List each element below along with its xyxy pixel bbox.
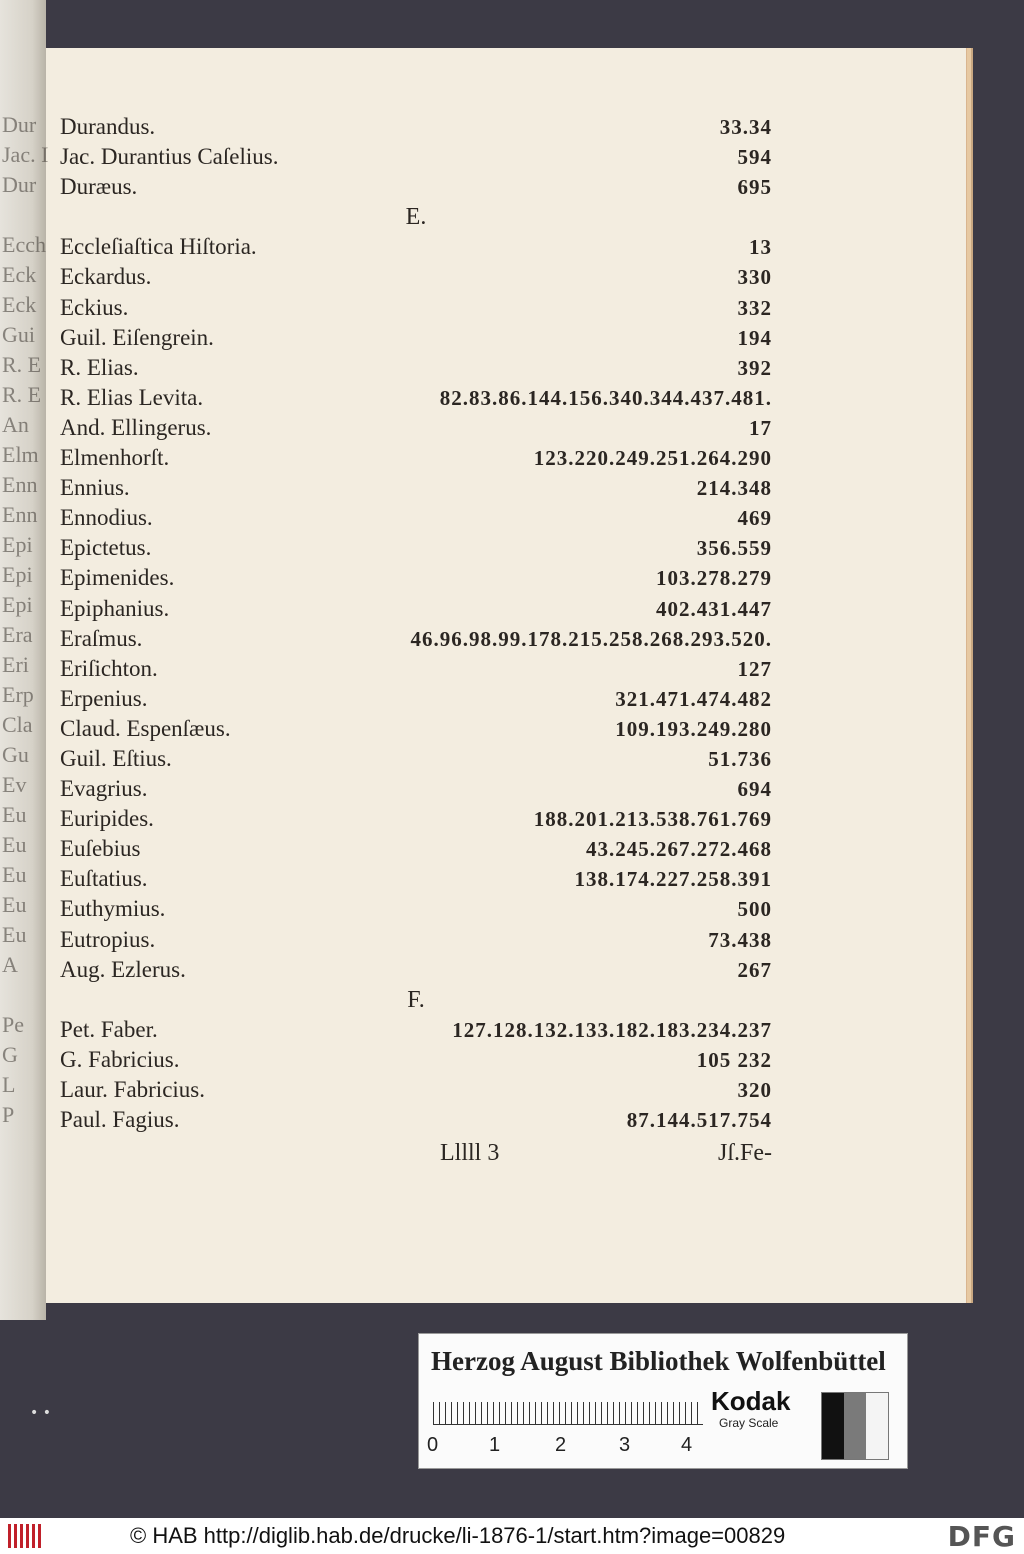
ghost-text: Eck <box>2 292 37 317</box>
ghost-text: R. E <box>2 382 42 407</box>
ruler-number: 2 <box>555 1434 567 1456</box>
section-letter: F. <box>407 986 425 1013</box>
gray-patch <box>844 1393 866 1459</box>
clip-marks: • • <box>30 1405 51 1421</box>
ghost-text: Erp <box>2 682 34 707</box>
ghost-text: Eu <box>2 832 27 857</box>
ghost-text: Enn <box>2 502 38 527</box>
ghost-text: Eu <box>2 892 27 917</box>
gray-scale-label: Gray Scale <box>719 1416 779 1430</box>
gray-patch <box>866 1393 888 1459</box>
entry-name: Epimenides. <box>60 565 175 591</box>
index-entry <box>60 293 772 323</box>
index-entry <box>60 1075 772 1105</box>
index-entry <box>60 533 772 563</box>
ghost-text: Eu <box>2 802 27 827</box>
entry-pages: 694 <box>737 777 772 802</box>
ghost-text: Epi <box>2 592 33 617</box>
entry-name: Evagrius. <box>60 776 148 802</box>
hab-barcode-icon <box>8 1524 44 1548</box>
entry-pages: 51.736 <box>708 746 772 771</box>
index-entry <box>60 804 772 834</box>
ghost-text: Gui <box>2 322 35 347</box>
entry-name: Eriſichton. <box>60 655 158 681</box>
entry-name: Jac. Durantius Caſelius. <box>60 144 279 170</box>
index-entry <box>60 894 772 924</box>
entry-name: Aug. Ezlerus. <box>60 956 186 982</box>
entry-pages: 321.471.474.482 <box>615 686 772 711</box>
entry-name: G. Fabricius. <box>60 1046 180 1072</box>
index-entry <box>60 955 772 985</box>
ghost-text: Epi <box>2 532 33 557</box>
ghost-text: Jac. I <box>2 142 49 167</box>
entry-pages: 87.144.517.754 <box>626 1108 772 1133</box>
index-entry <box>60 232 772 262</box>
index-entry <box>60 262 772 292</box>
entry-pages: 33.34 <box>719 115 772 139</box>
entry-name: Euripides. <box>60 806 154 832</box>
entry-name: Laur. Fabricius. <box>60 1077 205 1102</box>
entry-name: Guil. Eiſengrein. <box>60 324 214 350</box>
ghost-text: Gu <box>2 742 29 767</box>
ghost-text: Dur <box>2 112 37 137</box>
index-entry <box>60 594 772 624</box>
ruler <box>433 1402 703 1425</box>
index-entry <box>60 1015 772 1045</box>
entry-pages: 103.278.279 <box>656 566 772 591</box>
entry-name: Epictetus. <box>60 535 152 561</box>
ghost-text: Eri <box>2 652 29 677</box>
entry-name: Guil. Eſtius. <box>60 745 172 771</box>
entry-name: Ennius. <box>60 475 130 501</box>
entry-pages: 267 <box>737 957 772 982</box>
entry-name: Paul. Fagius. <box>60 1107 180 1133</box>
index-entry <box>60 774 772 804</box>
entry-pages: 500 <box>737 897 772 922</box>
source-credit[interactable]: © HAB http://diglib.hab.de/drucke/li-1876-1/start.htm?image=00829 <box>130 1523 786 1548</box>
gray-patch <box>822 1393 844 1459</box>
index-entry <box>60 744 772 774</box>
ghost-text <box>0 980 60 1010</box>
index-entry <box>60 654 772 684</box>
dfg-logo: DFG <box>947 1520 1016 1553</box>
entry-pages: 330 <box>737 265 772 290</box>
ghost-text: Elm <box>2 442 39 467</box>
gray-scale-patches <box>821 1392 889 1460</box>
entry-pages: 105 232 <box>696 1047 772 1072</box>
ghost-text: R. E <box>2 352 42 377</box>
entry-name: Duræus. <box>60 174 138 200</box>
entry-pages: 123.220.249.251.264.290 <box>533 446 772 471</box>
entry-name: R. Elias. <box>60 354 139 380</box>
entry-name: Eccleſiaſtica Hiſtoria. <box>60 234 257 260</box>
ruler-numbers <box>427 1434 717 1458</box>
catchword: Jſ.Fe- <box>718 1140 772 1166</box>
section-letter: E. <box>405 204 427 231</box>
index-entry <box>60 323 772 353</box>
entry-name: Pet. Faber. <box>60 1016 158 1042</box>
index-entry <box>60 684 772 714</box>
index-entry <box>60 413 772 443</box>
entry-name: Euthymius. <box>60 896 166 922</box>
entry-name: Claud. Espenſæus. <box>60 715 231 741</box>
index-entry <box>60 383 772 413</box>
entry-name: Durandus. <box>60 114 156 139</box>
entry-pages: 695 <box>737 175 772 200</box>
ghost-text: A <box>2 952 18 977</box>
ghost-text: Eu <box>2 862 27 887</box>
ghost-text: Epi <box>2 562 33 587</box>
kodak-logo: Kodak <box>711 1386 791 1416</box>
ruler-number: 0 <box>427 1434 439 1456</box>
index-entry <box>60 714 772 744</box>
entry-pages: 127.128.132.133.182.183.234.237 <box>452 1017 772 1042</box>
ruler-number: 1 <box>489 1434 501 1456</box>
entry-name: Eutropius. <box>60 926 156 952</box>
index-entry <box>60 142 772 172</box>
entry-name: Epiphanius. <box>60 595 170 621</box>
facing-page-bleed <box>0 110 60 1160</box>
index-entry <box>60 473 772 503</box>
index-entry <box>60 1105 772 1135</box>
index-entry <box>60 353 772 383</box>
entry-pages: 194 <box>737 325 772 350</box>
entry-name: Erpenius. <box>60 685 148 711</box>
entry-pages: 82.83.86.144.156.340.344.437.481. <box>439 385 772 410</box>
index-entry <box>60 864 772 894</box>
entry-name: Eckius. <box>60 294 129 320</box>
entry-pages: 109.193.249.280 <box>615 716 772 741</box>
entry-pages: 402.431.447 <box>656 596 772 621</box>
ruler-number: 3 <box>619 1434 631 1456</box>
entry-name: Ennodius. <box>60 505 153 531</box>
entry-pages: 188.201.213.538.761.769 <box>533 807 772 832</box>
ruler-number: 4 <box>681 1434 693 1456</box>
entry-name: Eraſmus. <box>60 625 143 651</box>
entry-name: R. Elias Levita. <box>60 384 204 410</box>
entry-name: Euſebius <box>60 836 141 862</box>
page-footer <box>60 1140 772 1174</box>
entry-pages: 127 <box>737 656 772 681</box>
index-entry <box>60 624 772 654</box>
entry-pages: 356.559 <box>696 536 772 561</box>
ghost-text: Eu <box>2 922 27 947</box>
entry-pages: 73.438 <box>708 927 772 952</box>
entry-pages: 17 <box>749 415 772 440</box>
index-entry <box>60 1045 772 1075</box>
ghost-text: L <box>2 1072 16 1097</box>
entry-pages: 138.174.227.258.391 <box>574 867 772 892</box>
ghost-text: Dur <box>2 172 37 197</box>
ghost-text: Enn <box>2 472 38 497</box>
entry-pages: 469 <box>737 506 772 531</box>
entry-pages: 46.96.98.99.178.215.258.268.293.520. <box>410 626 772 651</box>
entry-pages: 43.245.267.272.468 <box>586 837 772 862</box>
ghost-text: Ev <box>2 772 27 797</box>
ghost-text <box>0 200 60 230</box>
ghost-text: P <box>2 1102 15 1127</box>
index-entry <box>60 112 772 142</box>
entry-name: Euſtatius. <box>60 866 148 892</box>
index-entry <box>60 834 772 864</box>
entry-pages: 332 <box>737 295 772 320</box>
entry-pages: 13 <box>749 235 772 260</box>
entry-pages: 214.348 <box>696 476 772 501</box>
index-entry <box>60 172 772 202</box>
index-entry <box>60 563 772 593</box>
entry-name: Eckardus. <box>60 264 152 290</box>
ghost-text: G <box>2 1042 18 1067</box>
entry-pages: 594 <box>737 145 772 170</box>
entry-name: Elmenhorſt. <box>60 445 170 471</box>
printer-signature: Lllll 3 <box>440 1140 500 1166</box>
ghost-text: Cla <box>2 712 33 737</box>
index-entry <box>60 443 772 473</box>
ghost-text: Pe <box>2 1012 24 1037</box>
ghost-text: An <box>2 412 29 437</box>
entry-name: And. Ellingerus. <box>60 414 212 440</box>
ghost-text: Eck <box>2 262 37 287</box>
credit-bar <box>0 1518 1024 1554</box>
entry-pages: 392 <box>737 355 772 380</box>
ghost-text: Ecch <box>2 232 46 257</box>
color-scale-card <box>418 1333 908 1469</box>
index-entry <box>60 503 772 533</box>
ghost-text: Era <box>2 622 33 647</box>
library-title: Herzog August Bibliothek Wolfenbüttel <box>431 1346 886 1376</box>
entry-pages: 320 <box>737 1078 772 1102</box>
index-list <box>60 112 772 1135</box>
index-entry <box>60 925 772 955</box>
